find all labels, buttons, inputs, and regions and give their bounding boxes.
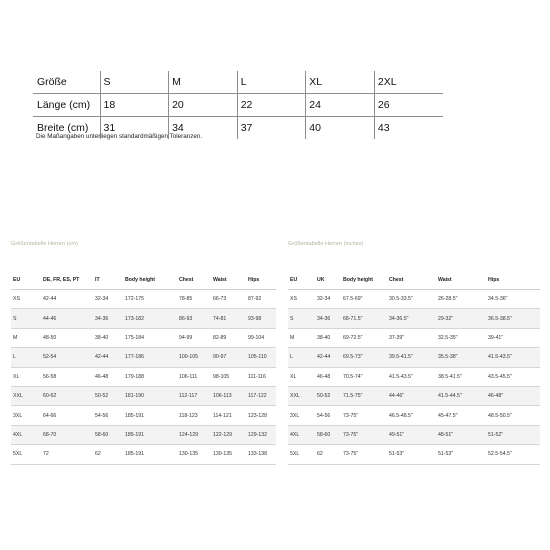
- table-cell: 4XL: [288, 425, 315, 444]
- table-cell: XS: [288, 290, 315, 309]
- table-cell: 48-50: [41, 328, 93, 347]
- table-cell: XS: [11, 290, 41, 309]
- table-cell: 58-60: [315, 425, 341, 444]
- table-cell: 4XL: [11, 425, 41, 444]
- table-cell: S: [288, 309, 315, 328]
- table-cell: 114-121: [211, 406, 246, 425]
- table-cell: 106-113: [211, 386, 246, 405]
- table-cell: 173-182: [123, 309, 177, 328]
- table-cell: 39-41": [486, 328, 540, 347]
- table-row: [288, 348, 540, 367]
- inch-table-caption: Größentabelle Herren (inches): [288, 241, 364, 247]
- table-cell: 26-28.5": [436, 290, 486, 309]
- column-header: EU: [11, 270, 41, 290]
- table-row: [11, 328, 276, 347]
- table-cell: 48.5-50.5": [486, 406, 540, 425]
- table-cell: 87-92: [246, 290, 276, 309]
- table-cell: 52.5-54.5": [486, 445, 540, 464]
- table-cell: 51-53": [436, 445, 486, 464]
- column-header: Hips: [246, 270, 276, 290]
- column-header: UK: [315, 270, 341, 290]
- table-cell: 68-71.5": [341, 309, 387, 328]
- table-cell: Länge (cm): [33, 94, 100, 117]
- table-cell: 54-56: [93, 406, 123, 425]
- table-cell: 129-132: [246, 425, 276, 444]
- table-row: [288, 367, 540, 386]
- table-cell: Größe: [33, 71, 100, 94]
- table-cell: 62: [93, 445, 123, 464]
- table-cell: 78-85: [177, 290, 211, 309]
- table-cell: 50-52: [315, 386, 341, 405]
- table-cell: 39.5-41.5": [387, 348, 436, 367]
- table-cell: 38.5-41.5": [436, 367, 486, 386]
- table-cell: 36.5-38.5": [486, 309, 540, 328]
- table-cell: 30.5-33.5": [387, 290, 436, 309]
- table-cell: 66-73: [211, 290, 246, 309]
- table-cell: 54-56: [315, 406, 341, 425]
- column-header: EU: [288, 270, 315, 290]
- table-cell: 32-34: [93, 290, 123, 309]
- table-cell: 31: [100, 117, 169, 140]
- table-cell: L: [11, 348, 41, 367]
- table-cell: 64-66: [41, 406, 93, 425]
- table-cell: S: [11, 309, 41, 328]
- cm-table-caption: Größentabelle Herren (cm): [11, 241, 78, 247]
- table-cell: 43.5-45.5": [486, 367, 540, 386]
- table-cell: 46-48: [93, 367, 123, 386]
- table-cell: 38-40: [93, 328, 123, 347]
- table-row: [11, 348, 276, 367]
- table-cell: 20: [169, 94, 238, 117]
- table-cell: 175-184: [123, 328, 177, 347]
- table-cell: 41.5-43.5": [486, 348, 540, 367]
- size-table-cm: [11, 270, 276, 465]
- table-cell: 32.5-35": [436, 328, 486, 347]
- table-cell: 44-46: [41, 309, 93, 328]
- column-header: IT: [93, 270, 123, 290]
- table-cell: 42-44: [93, 348, 123, 367]
- table-cell: 22: [237, 94, 306, 117]
- table-cell: 41.5-43.5": [387, 367, 436, 386]
- table-cell: 100-105: [177, 348, 211, 367]
- table-row: [11, 425, 276, 444]
- table-cell: 98-105: [211, 367, 246, 386]
- table-cell: 26: [374, 94, 443, 117]
- table-cell: 34-36.5": [387, 309, 436, 328]
- table-cell: XL: [11, 367, 41, 386]
- table-cell: 112-117: [177, 386, 211, 405]
- table-cell: 58-60: [93, 425, 123, 444]
- table-cell: 50-52: [93, 386, 123, 405]
- table-cell: 49-51": [387, 425, 436, 444]
- table-cell: 37-39": [387, 328, 436, 347]
- column-header: DE, FR, ES, PT: [41, 270, 93, 290]
- table-row: [288, 290, 540, 309]
- table-cell: 35.5-38": [436, 348, 486, 367]
- table-row: [288, 328, 540, 347]
- table-cell: Breite (cm): [37, 122, 89, 134]
- table-cell: M: [11, 328, 41, 347]
- table-row: [33, 94, 443, 117]
- table-cell: 67.5-69": [341, 290, 387, 309]
- table-row: [11, 290, 276, 309]
- table-cell: 48-51": [436, 425, 486, 444]
- table-cell: 3XL: [11, 406, 41, 425]
- table-cell: 124-129: [177, 425, 211, 444]
- table-cell: 5XL: [288, 445, 315, 464]
- table-cell: 93-98: [246, 309, 276, 328]
- table-cell: 172-175: [123, 290, 177, 309]
- table-cell: 40: [306, 117, 375, 140]
- table-cell: 117-122: [246, 386, 276, 405]
- table-cell: 46.5-48.5": [387, 406, 436, 425]
- table-cell: 70.5-74": [341, 367, 387, 386]
- table-cell: 46-48: [315, 367, 341, 386]
- table-cell: 5XL: [11, 445, 41, 464]
- table-cell: 42-44: [41, 290, 93, 309]
- table-cell: 68-70: [41, 425, 93, 444]
- table-cell: 74-81: [211, 309, 246, 328]
- tolerance-note: Die Maßangaben unterliegen standardmäßigen Toleranzen.: [36, 133, 203, 140]
- table-row: [288, 309, 540, 328]
- table-cell: 46-48": [486, 386, 540, 405]
- table-row: [11, 386, 276, 405]
- table-row: [288, 425, 540, 444]
- table-cell: 29-32": [436, 309, 486, 328]
- table-cell: 24: [306, 94, 375, 117]
- table-cell: 73-75": [341, 445, 387, 464]
- table-cell: 72: [41, 445, 93, 464]
- table-cell: 34-36: [315, 309, 341, 328]
- table-row: [11, 406, 276, 425]
- table-cell: 106-111: [177, 367, 211, 386]
- table-cell: 71.5-75": [341, 386, 387, 405]
- table-row: [11, 367, 276, 386]
- table-cell: 41.5-44.5": [436, 386, 486, 405]
- size-table-inches: [288, 270, 540, 465]
- table-cell: 111-116: [246, 367, 276, 386]
- table-cell: XL: [306, 71, 375, 94]
- table-cell: 18: [100, 94, 169, 117]
- table-cell: 130-135: [211, 445, 246, 464]
- table-row: [288, 445, 540, 464]
- column-header: Body height: [341, 270, 387, 290]
- column-header: Waist: [436, 270, 486, 290]
- column-header: Body height: [123, 270, 177, 290]
- table-cell: M: [169, 71, 238, 94]
- table-cell: 185-191: [123, 406, 177, 425]
- table-cell: 73-75": [341, 406, 387, 425]
- table-cell: 34.5-36": [486, 290, 540, 309]
- table-header-row: [288, 270, 540, 290]
- table-cell: XXL: [288, 386, 315, 405]
- table-cell: 34-36: [93, 309, 123, 328]
- table-row: [11, 445, 276, 464]
- table-cell: 185-191: [123, 445, 177, 464]
- column-header: Chest: [177, 270, 211, 290]
- table-cell: 122-129: [211, 425, 246, 444]
- table-cell: 45-47.5": [436, 406, 486, 425]
- table-cell: XXL: [11, 386, 41, 405]
- table-cell: 52-54: [41, 348, 93, 367]
- table-cell: 73-75": [341, 425, 387, 444]
- table-cell: 185-191: [123, 425, 177, 444]
- table-cell: 90-97: [211, 348, 246, 367]
- table-cell: L: [288, 348, 315, 367]
- table-cell: 123-128: [246, 406, 276, 425]
- table-cell: 51-53": [387, 445, 436, 464]
- table-cell: 130-135: [177, 445, 211, 464]
- table-cell: M: [288, 328, 315, 347]
- table-cell: 3XL: [288, 406, 315, 425]
- table-cell: 181-190: [123, 386, 177, 405]
- table-cell: 118-123: [177, 406, 211, 425]
- table-cell: 179-188: [123, 367, 177, 386]
- column-header: Hips: [486, 270, 540, 290]
- table-cell: 51-52": [486, 425, 540, 444]
- table-cell: L: [237, 71, 306, 94]
- table-cell: 133-138: [246, 445, 276, 464]
- table-cell: 62: [315, 445, 341, 464]
- table-cell: 2XL: [374, 71, 443, 94]
- table-cell: 177-186: [123, 348, 177, 367]
- table-row: [33, 71, 443, 94]
- table-cell: 43: [374, 117, 443, 140]
- table-row: [288, 386, 540, 405]
- table-cell: 60-62: [41, 386, 93, 405]
- table-cell: 69.5-73": [341, 348, 387, 367]
- size-table-de: [33, 71, 443, 139]
- table-header-row: [11, 270, 276, 290]
- table-row: [11, 309, 276, 328]
- table-cell: 32-34: [315, 290, 341, 309]
- table-cell: 38-40: [315, 328, 341, 347]
- table-cell: 94-99: [177, 328, 211, 347]
- column-header: Chest: [387, 270, 436, 290]
- table-cell: 42-44: [315, 348, 341, 367]
- table-cell: 34: [169, 117, 238, 140]
- table-cell: XL: [288, 367, 315, 386]
- table-cell: 56-58: [41, 367, 93, 386]
- table-row: [288, 406, 540, 425]
- table-cell: 44-46": [387, 386, 436, 405]
- table-cell: 69-72.5": [341, 328, 387, 347]
- table-cell: 105-110: [246, 348, 276, 367]
- table-cell: 82-89: [211, 328, 246, 347]
- column-header: Waist: [211, 270, 246, 290]
- table-cell: 37: [237, 117, 306, 140]
- table-cell: 86-93: [177, 309, 211, 328]
- table-cell: S: [100, 71, 169, 94]
- table-cell: 99-104: [246, 328, 276, 347]
